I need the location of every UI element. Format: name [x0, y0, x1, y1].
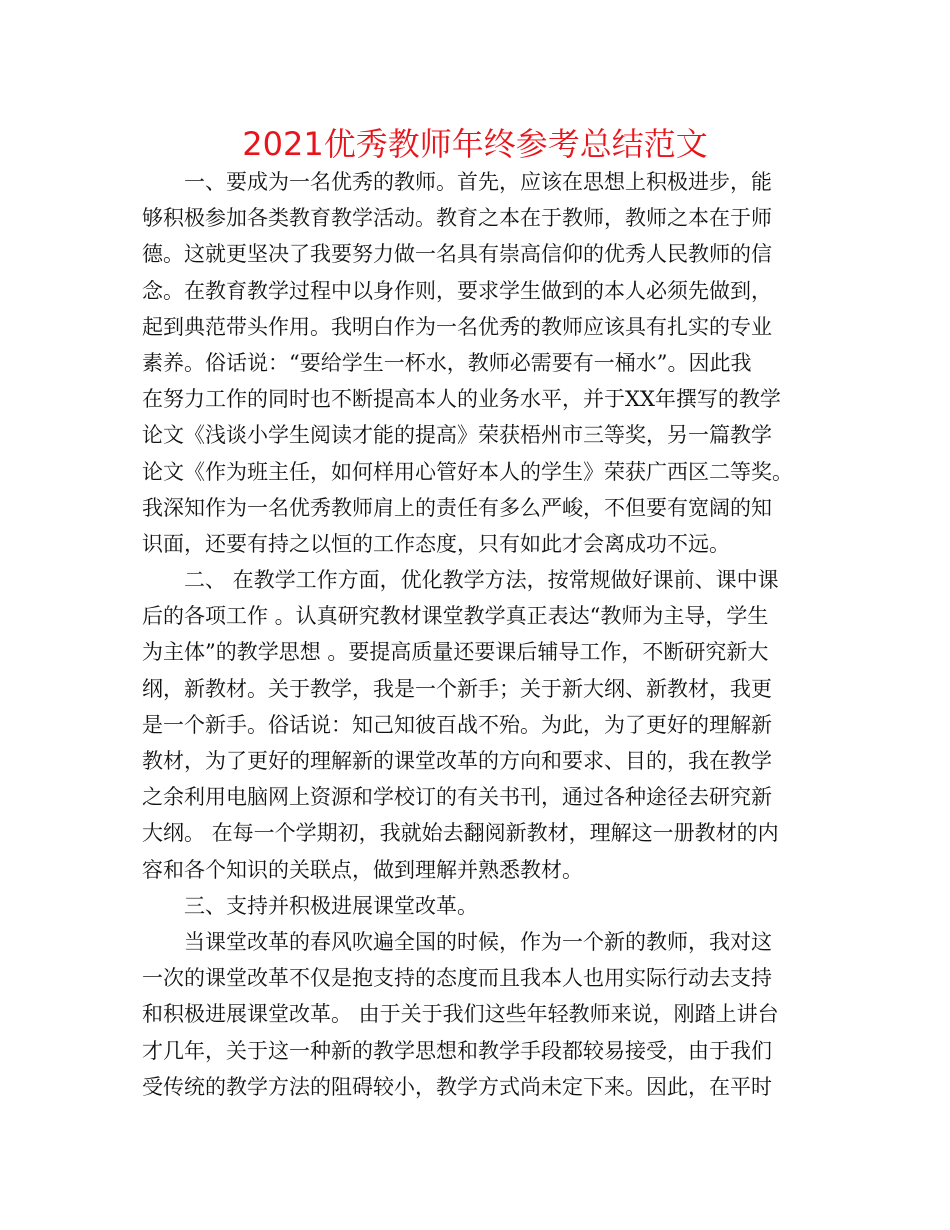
text-line: 后的各项工作 。认真研究教材课堂教学真正表达“教师为主导，学生	[142, 604, 769, 629]
text-line: 教材，为了更好的理解新的课堂改革的方向和要求、目的，我在教学	[142, 749, 772, 773]
text-line: 纲，新教材。关于教学，我是一个新手；关于新大纲、新教材，我更	[142, 676, 772, 701]
text-line: 容和各个知识的关联点，做到理解并熟悉教材。	[142, 857, 583, 882]
text-line: 之余利用电脑网上资源和学校订的有关书刊，通过各种途径去研究新	[142, 785, 772, 810]
text-line: 我深知作为一名优秀教师肩上的责任有多么严峻，不但要有宽阔的知	[142, 495, 772, 520]
text-line: 起到典范带头作用。我明白作为一名优秀的教师应该具有扎实的专业	[142, 314, 772, 339]
text-line: 才几年，关于这一种新的教学思想和教学手段都较易接受，由于我们	[142, 1038, 772, 1063]
text-line: 德。这就更坚决了我要努力做一名具有崇高信仰的优秀人民教师的信	[142, 242, 772, 267]
text-line: 大纲。 在每一个学期初，我就始去翻阅新教材，理解这一册教材的内	[142, 821, 779, 846]
text-line: 在努力工作的同时也不断提高本人的业务水平，并于XX年撰写的教学	[142, 387, 781, 412]
text-line: 当课堂改革的春风吹遍全国的时候，作为一个新的教师，我对这	[184, 929, 772, 954]
text-line: 和积极进展课堂改革。 由于关于我们这些年轻教师来说，刚踏上讲台	[142, 1002, 779, 1027]
text-line: 二、 在教学工作方面，优化教学方法，按常规做好课前、课中课	[184, 568, 779, 593]
text-line: 受传统的教学方法的阻碍较小，教学方式尚未定下来。因此，在平时	[142, 1074, 772, 1099]
text-line: 素养。俗话说：“要给学生一杯水，教师必需要有一桶水”。因此我	[142, 350, 752, 375]
text-line: 识面，还要有持之以恒的工作态度，只有如此才会离成功不远。	[142, 531, 730, 556]
text-line: 一、要成为一名优秀的教师。首先，应该在思想上积极进步，能	[184, 170, 772, 194]
text-line: 够积极参加各类教育教学活动。教育之本在于教师，教师之本在于师	[142, 206, 772, 231]
document-title: 2021优秀教师年终参考总结范文	[242, 125, 708, 163]
text-line: 论文《作为班主任，如何样用心管好本人的学生》荣获广西区二等奖。	[142, 459, 793, 484]
text-line: 是一个新手。俗话说：知己知彼百战不殆。为此，为了更好的理解新	[142, 712, 772, 737]
text-line: 一次的课堂改革不仅是抱支持的态度而且我本人也用实际行动去支持	[142, 966, 772, 991]
text-line: 论文《浅谈小学生阅读才能的提高》荣获梧州市三等奖，另一篇教学	[142, 423, 772, 448]
text-line: 念。在教育教学过程中以身作则，要求学生做到的本人必须先做到，	[142, 278, 772, 303]
text-line: 为主体”的教学思想 。要提高质量还要课后辅导工作，不断研究新大	[142, 640, 769, 665]
document-body	[142, 164, 832, 1105]
text-line: 三、支持并积极进展课堂改革。	[184, 893, 478, 918]
